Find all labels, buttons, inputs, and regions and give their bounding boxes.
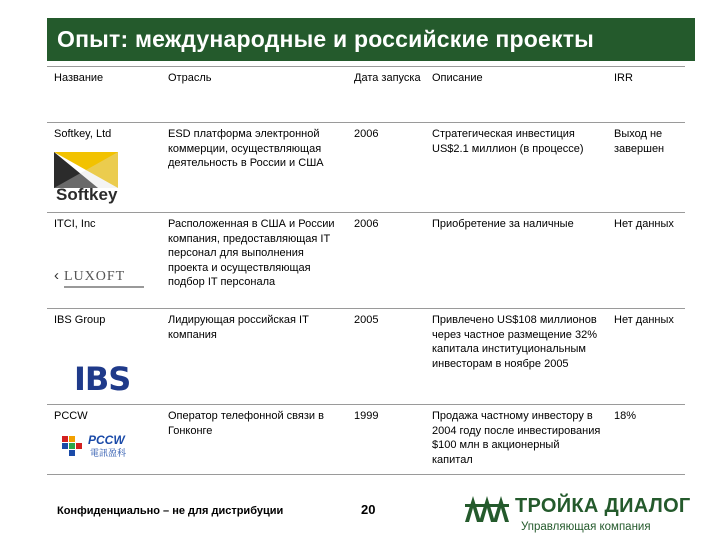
- cell-description: Продажа частному инвестору в 2004 году после инвестирования $100 млн в акционерный капитал: [425, 405, 607, 475]
- pccw-logo-chinese: 電訊盈科: [90, 448, 127, 459]
- page-title: Опыт: международные и российские проекты: [57, 26, 595, 52]
- table-header-row: [47, 67, 685, 123]
- table-row: [47, 309, 685, 405]
- cell-industry: Лидирующая российская IT компания: [161, 309, 347, 405]
- confidential-notice: Конфиденциально – не для дистрибуции: [57, 505, 284, 517]
- cell-irr: Выход не завершен: [607, 123, 685, 213]
- projects-table: [47, 66, 685, 475]
- cell-irr: 18%: [607, 405, 685, 475]
- luxoft-logo: [54, 266, 157, 301]
- cell-name: [47, 309, 161, 405]
- cell-name: [47, 123, 161, 213]
- cell-irr: Нет данных: [607, 213, 685, 309]
- header-description: Описание: [425, 67, 607, 123]
- pccw-logo-text: PCCW: [88, 432, 125, 447]
- cell-name: [47, 213, 161, 309]
- ibs-logo-text: IBS: [74, 361, 131, 394]
- cell-industry: Оператор телефонной связи в Гонконге: [161, 405, 347, 475]
- table-row: [47, 123, 685, 213]
- header-date: Дата запуска: [347, 67, 425, 123]
- title-bar: [47, 18, 695, 61]
- table-row: [47, 213, 685, 309]
- cell-irr: Нет данных: [607, 309, 685, 405]
- cell-description: Стратегическая инвестиция US$2.1 миллион (в процессе): [425, 123, 607, 213]
- cell-name: [47, 405, 161, 475]
- brand-logo: [465, 490, 710, 538]
- page-number: 20: [361, 502, 376, 517]
- header-irr: IRR: [607, 67, 685, 123]
- cell-date: 1999: [347, 405, 425, 475]
- cell-description: Привлечено US$108 миллионов через частное размещение 32% капитала институциональным инвесторам в ноябре 2005: [425, 309, 607, 405]
- softkey-logo-text: Softkey: [56, 184, 118, 204]
- company-name: PCCW: [54, 410, 88, 422]
- cell-date: 2005: [347, 309, 425, 405]
- cell-date: 2006: [347, 213, 425, 309]
- brand-subtitle: Управляющая компания: [521, 521, 651, 533]
- softkey-logo: [54, 148, 157, 209]
- cell-industry: ESD платформа электронной коммерции, осуществляющая деятельность в России и США: [161, 123, 347, 213]
- troika-mark-icon: [465, 492, 513, 524]
- cell-description: Приобретение за наличные: [425, 213, 607, 309]
- company-name: IBS Group: [54, 314, 106, 326]
- svg-text:‹: ‹: [54, 266, 59, 284]
- company-name: Softkey, Ltd: [54, 128, 112, 140]
- luxoft-logo-text: LUXOFT: [64, 268, 126, 284]
- table-row: [47, 405, 685, 475]
- header-name: Название: [47, 67, 161, 123]
- cell-industry: Расположенная в США и России компания, предоставляющая IT персонал для выполнения проекта и осуществляющая подбор IT персонала: [161, 213, 347, 309]
- company-name: ITCI, Inc: [54, 218, 96, 230]
- ibs-logo: [54, 362, 157, 399]
- pccw-logo: [54, 430, 157, 465]
- brand-name: ТРОЙКА ДИАЛОГ: [515, 495, 691, 517]
- cell-date: 2006: [347, 123, 425, 213]
- header-industry: Отрасль: [161, 67, 347, 123]
